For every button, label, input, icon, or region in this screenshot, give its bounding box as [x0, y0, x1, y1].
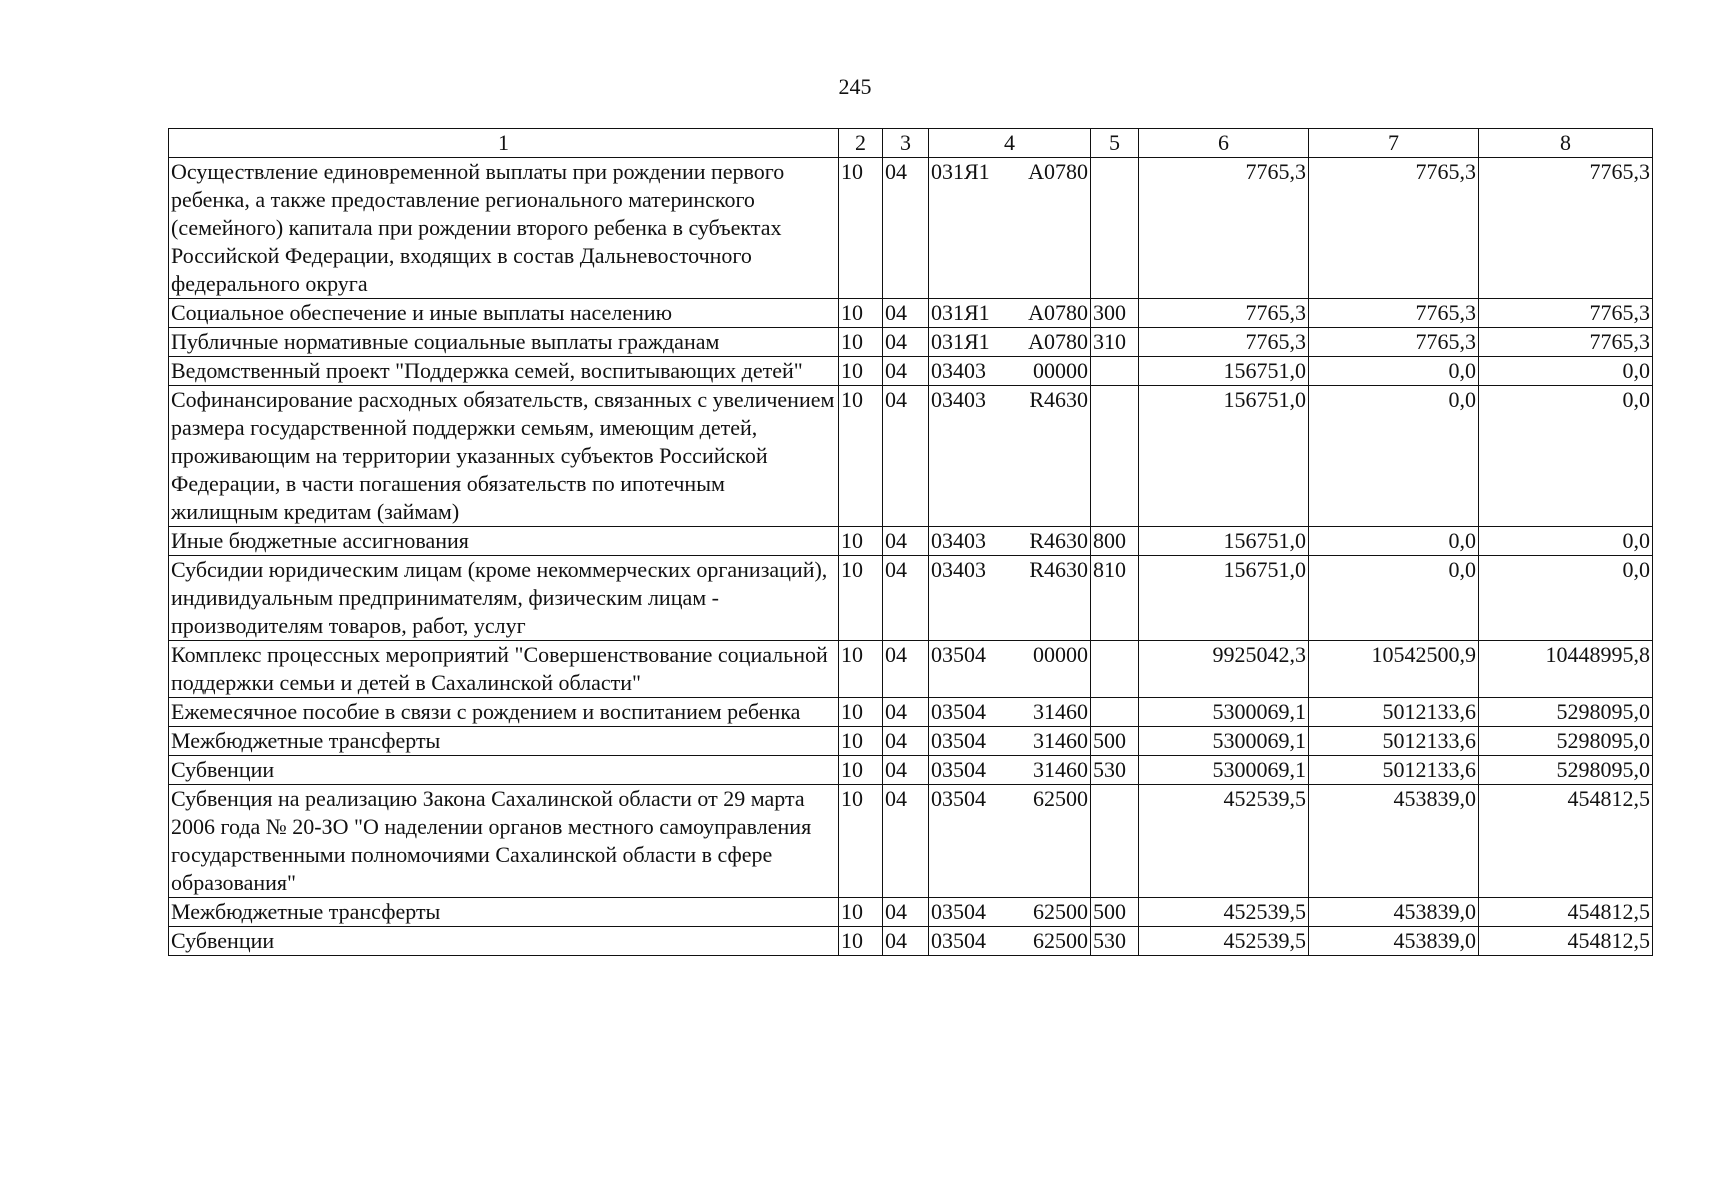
section-code: 10: [839, 299, 883, 328]
table-row: [169, 727, 1653, 756]
target-article-code: [929, 927, 1091, 956]
amount-col-6: 5300069,1: [1139, 698, 1309, 727]
direction-code: 62500: [1033, 928, 1088, 953]
table-row: [169, 898, 1653, 927]
direction-code: A0780: [1028, 159, 1088, 184]
target-article-code-parts: [931, 328, 1088, 356]
table-row: [169, 328, 1653, 357]
target-article-code-parts: [931, 299, 1088, 327]
expense-type-code: 500: [1091, 727, 1139, 756]
subsection-code: 04: [883, 785, 929, 898]
target-article-code: [929, 299, 1091, 328]
amount-col-7: 7765,3: [1309, 328, 1479, 357]
section-code: 10: [839, 527, 883, 556]
target-article-code: [929, 527, 1091, 556]
table-body: [169, 158, 1653, 956]
target-article-code: [929, 785, 1091, 898]
expense-type-code: 530: [1091, 927, 1139, 956]
amount-col-6: 7765,3: [1139, 158, 1309, 299]
subsection-code: 04: [883, 641, 929, 698]
header-col-2: 2: [839, 129, 883, 158]
section-code: 10: [839, 756, 883, 785]
header-col-1: 1: [169, 129, 839, 158]
program-code: 03504: [931, 699, 986, 724]
amount-col-7: 5012133,6: [1309, 756, 1479, 785]
program-code: 03504: [931, 757, 986, 782]
amount-col-6: 156751,0: [1139, 386, 1309, 527]
program-code: 03504: [931, 899, 986, 924]
expense-type-code: 300: [1091, 299, 1139, 328]
header-row: [169, 129, 1653, 158]
direction-code: A0780: [1028, 329, 1088, 354]
amount-col-8: 0,0: [1479, 386, 1653, 527]
amount-col-8: 7765,3: [1479, 299, 1653, 328]
subsection-code: 04: [883, 299, 929, 328]
subsection-code: 04: [883, 727, 929, 756]
page-number: 245: [838, 74, 872, 99]
program-code: 03504: [931, 642, 986, 667]
row-name: Ведомственный проект "Поддержка семей, воспитывающих детей": [169, 357, 839, 386]
target-article-code: [929, 641, 1091, 698]
target-article-code: [929, 898, 1091, 927]
header-col-5: 5: [1091, 129, 1139, 158]
amount-col-6: 452539,5: [1139, 927, 1309, 956]
expense-type-code: 530: [1091, 756, 1139, 785]
program-code: 031Я1: [931, 329, 990, 354]
program-code: 031Я1: [931, 159, 990, 184]
amount-col-7: 453839,0: [1309, 785, 1479, 898]
row-name: Субсидии юридическим лицам (кроме некоммерческих организаций), индивидуальным предпринимателям, физическим лицам - производителям товаров, работ, услуг: [169, 556, 839, 641]
amount-col-8: 5298095,0: [1479, 727, 1653, 756]
amount-col-8: 5298095,0: [1479, 698, 1653, 727]
amount-col-8: 7765,3: [1479, 328, 1653, 357]
amount-col-8: 454812,5: [1479, 927, 1653, 956]
section-code: 10: [839, 357, 883, 386]
expense-type-code: 810: [1091, 556, 1139, 641]
amount-col-6: 156751,0: [1139, 357, 1309, 386]
header-col-7: 7: [1309, 129, 1479, 158]
row-name: Межбюджетные трансферты: [169, 727, 839, 756]
subsection-code: 04: [883, 158, 929, 299]
amount-col-8: 0,0: [1479, 357, 1653, 386]
amount-col-6: 5300069,1: [1139, 756, 1309, 785]
direction-code: 62500: [1033, 786, 1088, 811]
amount-col-6: 7765,3: [1139, 328, 1309, 357]
amount-col-6: 156751,0: [1139, 556, 1309, 641]
target-article-code-parts: [931, 927, 1088, 955]
budget-table: [168, 128, 1653, 956]
direction-code: R4630: [1029, 528, 1088, 553]
section-code: 10: [839, 727, 883, 756]
target-article-code: [929, 357, 1091, 386]
program-code: 031Я1: [931, 300, 990, 325]
expense-type-code: [1091, 698, 1139, 727]
target-article-code-parts: [931, 386, 1088, 414]
target-article-code: [929, 328, 1091, 357]
amount-col-6: 156751,0: [1139, 527, 1309, 556]
header-col-6: 6: [1139, 129, 1309, 158]
amount-col-6: 7765,3: [1139, 299, 1309, 328]
direction-code: 00000: [1033, 642, 1088, 667]
table-row: [169, 386, 1653, 527]
section-code: 10: [839, 698, 883, 727]
header-col-3: 3: [883, 129, 929, 158]
header-col-8: 8: [1479, 129, 1653, 158]
row-name: Межбюджетные трансферты: [169, 898, 839, 927]
amount-col-7: 5012133,6: [1309, 698, 1479, 727]
program-code: 03403: [931, 387, 986, 412]
direction-code: 31460: [1033, 757, 1088, 782]
table-row: [169, 756, 1653, 785]
table-row: [169, 299, 1653, 328]
amount-col-7: 7765,3: [1309, 299, 1479, 328]
row-name: Субвенции: [169, 927, 839, 956]
amount-col-7: 5012133,6: [1309, 727, 1479, 756]
section-code: 10: [839, 898, 883, 927]
target-article-code-parts: [931, 898, 1088, 926]
subsection-code: 04: [883, 386, 929, 527]
row-name: Субвенция на реализацию Закона Сахалинской области от 29 марта 2006 года № 20-ЗО "О наделении органов местного самоуправления государственными полномочиями Сахалинской области в сфере образования": [169, 785, 839, 898]
amount-col-7: 0,0: [1309, 386, 1479, 527]
expense-type-code: 500: [1091, 898, 1139, 927]
row-name: Ежемесячное пособие в связи с рождением и воспитанием ребенка: [169, 698, 839, 727]
target-article-code: [929, 698, 1091, 727]
amount-col-7: 0,0: [1309, 556, 1479, 641]
section-code: 10: [839, 328, 883, 357]
expense-type-code: [1091, 386, 1139, 527]
row-name: Осуществление единовременной выплаты при рождении первого ребенка, а также предоставление регионального материнского (семейного) капитала при рождении второго ребенка в субъектах Российской Федерации, входящих в состав Дальневосточного федерального округа: [169, 158, 839, 299]
expense-type-code: [1091, 158, 1139, 299]
target-article-code-parts: [931, 756, 1088, 784]
target-article-code-parts: [931, 785, 1088, 813]
amount-col-7: 0,0: [1309, 357, 1479, 386]
row-name: Иные бюджетные ассигнования: [169, 527, 839, 556]
table-row: [169, 158, 1653, 299]
direction-code: A0780: [1028, 300, 1088, 325]
section-code: 10: [839, 556, 883, 641]
program-code: 03403: [931, 528, 986, 553]
expense-type-code: [1091, 785, 1139, 898]
table-row: [169, 556, 1653, 641]
header-col-4: 4: [929, 129, 1091, 158]
direction-code: R4630: [1029, 557, 1088, 582]
table-row: [169, 785, 1653, 898]
target-article-code: [929, 386, 1091, 527]
table-row: [169, 357, 1653, 386]
program-code: 03504: [931, 786, 986, 811]
target-article-code: [929, 756, 1091, 785]
target-article-code-parts: [931, 158, 1088, 186]
table-row: [169, 927, 1653, 956]
program-code: 03403: [931, 358, 986, 383]
direction-code: 62500: [1033, 899, 1088, 924]
program-code: 03504: [931, 928, 986, 953]
section-code: 10: [839, 785, 883, 898]
table-row: [169, 527, 1653, 556]
subsection-code: 04: [883, 328, 929, 357]
table-row: [169, 641, 1653, 698]
expense-type-code: 800: [1091, 527, 1139, 556]
amount-col-8: 0,0: [1479, 527, 1653, 556]
target-article-code-parts: [931, 698, 1088, 726]
direction-code: 31460: [1033, 728, 1088, 753]
section-code: 10: [839, 386, 883, 527]
row-name: Публичные нормативные социальные выплаты гражданам: [169, 328, 839, 357]
amount-col-8: 454812,5: [1479, 898, 1653, 927]
subsection-code: 04: [883, 527, 929, 556]
row-name: Субвенции: [169, 756, 839, 785]
subsection-code: 04: [883, 756, 929, 785]
amount-col-7: 453839,0: [1309, 898, 1479, 927]
section-code: 10: [839, 641, 883, 698]
amount-col-6: 5300069,1: [1139, 727, 1309, 756]
target-article-code: [929, 727, 1091, 756]
expense-type-code: 310: [1091, 328, 1139, 357]
expense-type-code: [1091, 357, 1139, 386]
target-article-code-parts: [931, 556, 1088, 584]
subsection-code: 04: [883, 898, 929, 927]
subsection-code: 04: [883, 357, 929, 386]
expense-type-code: [1091, 641, 1139, 698]
row-name: Комплекс процессных мероприятий "Совершенствование социальной поддержки семьи и детей в Сахалинской области": [169, 641, 839, 698]
table-row: [169, 698, 1653, 727]
direction-code: R4630: [1029, 387, 1088, 412]
amount-col-8: 7765,3: [1479, 158, 1653, 299]
row-name: Софинансирование расходных обязательств, связанных с увеличением размера государственной поддержки семьям, имеющим детей, проживающим на территории указанных субъектов Российской Федерации, в части погашения обязательств по ипотечным жилищным кредитам (займам): [169, 386, 839, 527]
target-article-code-parts: [931, 641, 1088, 669]
subsection-code: 04: [883, 698, 929, 727]
program-code: 03403: [931, 557, 986, 582]
direction-code: 31460: [1033, 699, 1088, 724]
target-article-code-parts: [931, 727, 1088, 755]
amount-col-8: 454812,5: [1479, 785, 1653, 898]
amount-col-6: 9925042,3: [1139, 641, 1309, 698]
row-name: Социальное обеспечение и иные выплаты населению: [169, 299, 839, 328]
direction-code: 00000: [1033, 358, 1088, 383]
amount-col-8: 5298095,0: [1479, 756, 1653, 785]
section-code: 10: [839, 927, 883, 956]
target-article-code: [929, 556, 1091, 641]
target-article-code-parts: [931, 357, 1088, 385]
target-article-code-parts: [931, 527, 1088, 555]
subsection-code: 04: [883, 927, 929, 956]
amount-col-6: 452539,5: [1139, 785, 1309, 898]
amount-col-8: 0,0: [1479, 556, 1653, 641]
section-code: 10: [839, 158, 883, 299]
amount-col-7: 0,0: [1309, 527, 1479, 556]
amount-col-7: 453839,0: [1309, 927, 1479, 956]
subsection-code: 04: [883, 556, 929, 641]
program-code: 03504: [931, 728, 986, 753]
amount-col-7: 7765,3: [1309, 158, 1479, 299]
amount-col-7: 10542500,9: [1309, 641, 1479, 698]
amount-col-6: 452539,5: [1139, 898, 1309, 927]
amount-col-8: 10448995,8: [1479, 641, 1653, 698]
target-article-code: [929, 158, 1091, 299]
